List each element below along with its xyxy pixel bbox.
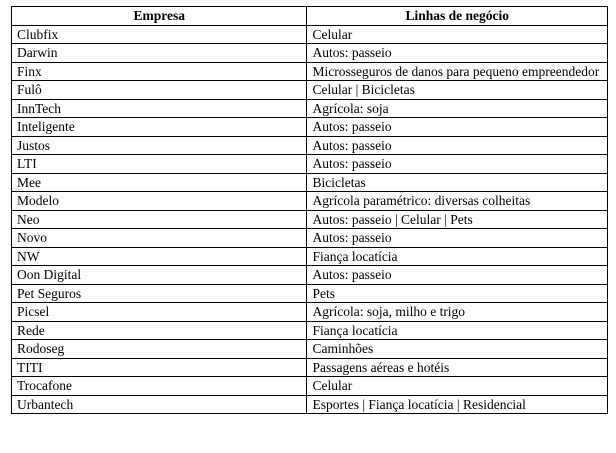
cell-empresa: NW <box>12 247 307 266</box>
cell-empresa: TITI <box>12 358 307 377</box>
table-row <box>12 25 608 44</box>
cell-linhas-de-negocio: Celular | Bicicletas <box>307 81 608 100</box>
cell-empresa: Finx <box>12 62 307 81</box>
cell-empresa: Rede <box>12 321 307 340</box>
cell-linhas-de-negocio: Celular <box>307 25 608 44</box>
cell-empresa: Mee <box>12 173 307 192</box>
table-row <box>12 81 608 100</box>
table-row <box>12 229 608 248</box>
header-empresa: Empresa <box>12 7 307 26</box>
cell-linhas-de-negocio: Microsseguros de danos para pequeno empreendedor <box>307 62 608 81</box>
cell-empresa: Picsel <box>12 303 307 322</box>
table-row <box>12 247 608 266</box>
cell-empresa: Urbantech <box>12 395 307 414</box>
table-row <box>12 358 608 377</box>
table-row <box>12 395 608 414</box>
table-row <box>12 321 608 340</box>
table-row <box>12 192 608 211</box>
cell-empresa: Trocafone <box>12 377 307 396</box>
cell-linhas-de-negocio: Autos: passeio | Celular | Pets <box>307 210 608 229</box>
cell-linhas-de-negocio: Autos: passeio <box>307 155 608 174</box>
cell-linhas-de-negocio: Caminhões <box>307 340 608 359</box>
cell-linhas-de-negocio: Fiança locatícia <box>307 321 608 340</box>
cell-linhas-de-negocio: Autos: passeio <box>307 229 608 248</box>
table-row <box>12 377 608 396</box>
cell-linhas-de-negocio: Bicicletas <box>307 173 608 192</box>
cell-linhas-de-negocio: Fiança locatícia <box>307 247 608 266</box>
cell-empresa: LTI <box>12 155 307 174</box>
cell-empresa: Fulô <box>12 81 307 100</box>
cell-empresa: Neo <box>12 210 307 229</box>
table-row <box>12 62 608 81</box>
cell-empresa: Novo <box>12 229 307 248</box>
cell-empresa: Pet Seguros <box>12 284 307 303</box>
table-row <box>12 44 608 63</box>
table-row <box>12 340 608 359</box>
table-row <box>12 155 608 174</box>
cell-linhas-de-negocio: Autos: passeio <box>307 118 608 137</box>
cell-linhas-de-negocio: Autos: passeio <box>307 136 608 155</box>
cell-linhas-de-negocio: Agrícola paramétrico: diversas colheitas <box>307 192 608 211</box>
table-row <box>12 136 608 155</box>
cell-linhas-de-negocio: Autos: passeio <box>307 44 608 63</box>
cell-linhas-de-negocio: Autos: passeio <box>307 266 608 285</box>
cell-linhas-de-negocio: Celular <box>307 377 608 396</box>
cell-empresa: Modelo <box>12 192 307 211</box>
cell-empresa: Rodoseg <box>12 340 307 359</box>
header-linhas-de-negocio: Linhas de negócio <box>307 7 608 26</box>
cell-empresa: Oon Digital <box>12 266 307 285</box>
table-row <box>12 173 608 192</box>
cell-linhas-de-negocio: Passagens aéreas e hotéis <box>307 358 608 377</box>
table-row <box>12 210 608 229</box>
cell-linhas-de-negocio: Agrícola: soja, milho e trigo <box>307 303 608 322</box>
cell-linhas-de-negocio: Agrícola: soja <box>307 99 608 118</box>
table-row <box>12 118 608 137</box>
cell-empresa: Darwin <box>12 44 307 63</box>
table-row <box>12 284 608 303</box>
cell-empresa: Inteligente <box>12 118 307 137</box>
table-body <box>12 25 608 414</box>
cell-linhas-de-negocio: Pets <box>307 284 608 303</box>
cell-empresa: Justos <box>12 136 307 155</box>
table-row <box>12 266 608 285</box>
cell-linhas-de-negocio: Esportes | Fiança locatícia | Residencial <box>307 395 608 414</box>
table-row <box>12 303 608 322</box>
cell-empresa: Clubfix <box>12 25 307 44</box>
cell-empresa: InnTech <box>12 99 307 118</box>
table-row <box>12 99 608 118</box>
header-row <box>12 7 608 26</box>
companies-table <box>11 6 608 414</box>
table-header <box>12 7 608 26</box>
